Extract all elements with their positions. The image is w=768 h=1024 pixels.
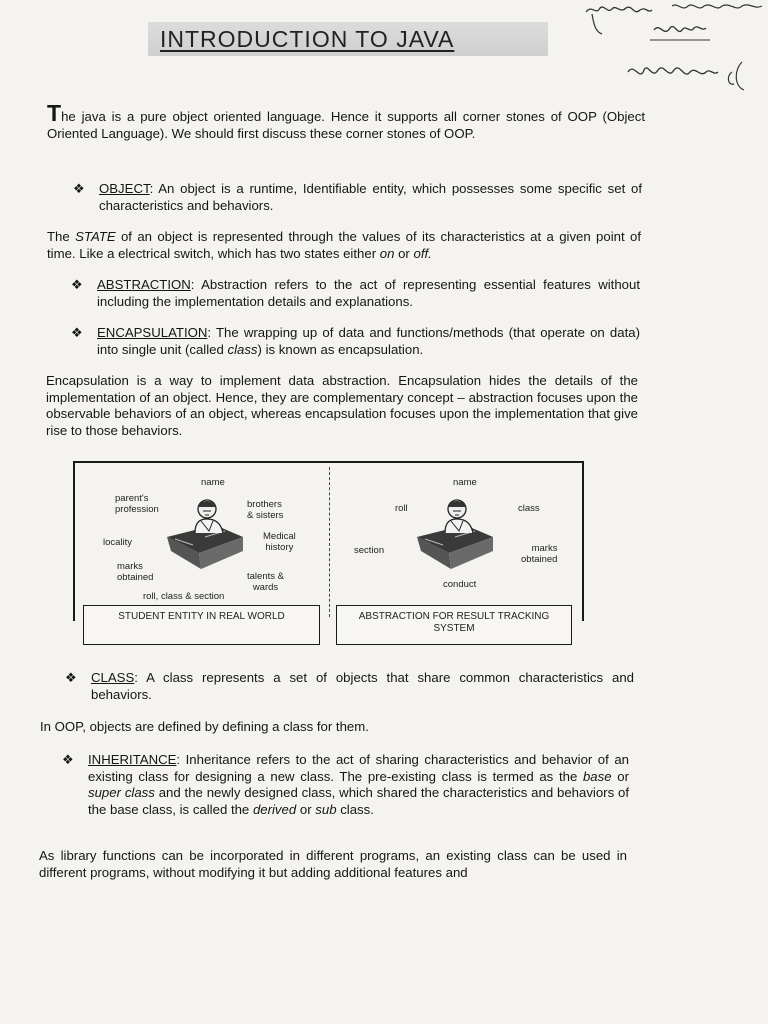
document-title	[148, 22, 548, 56]
state-word: STATE	[75, 229, 116, 244]
state-text-2: of an object is represented through the values of its characteristics at a given point of time. Like a electrical switch, which has two states either	[47, 229, 642, 261]
abstraction-text: : Abstraction refers to the act of representing essential features without including the implementation details and explanations.	[97, 277, 640, 309]
label-section: section	[354, 545, 385, 556]
entity-abstraction-diagram	[73, 461, 584, 621]
inheritance-base: base	[582, 768, 612, 784]
diagram-divider	[329, 467, 330, 617]
label-locality: locality	[103, 537, 133, 548]
label-parents-profession: parent's profession	[115, 493, 159, 515]
student-desk-figure	[165, 497, 245, 575]
label-roll: roll	[395, 503, 408, 514]
inheritance-text-3: class.	[336, 801, 374, 817]
label-medical-history: Medical history	[263, 531, 296, 553]
handwritten-note	[582, 0, 768, 100]
class-bullet	[65, 670, 634, 703]
intro-dropcap: T	[47, 100, 62, 126]
label-class: class	[518, 503, 540, 514]
inheritance-sub: sub	[315, 801, 337, 817]
oop-line: In OOP, objects are defined by defining a class for them.	[40, 719, 369, 734]
caption-abstraction: ABSTRACTION FOR RESULT TRACKING SYSTEM	[336, 605, 572, 645]
state-on: on	[379, 245, 395, 261]
label-marks-obtained-right: marks obtained	[521, 543, 558, 565]
inheritance-text-1: : Inheritance refers to the act of sharing characteristics and behavior of an existing class for designing a new class. The pre-existing class is termed as the	[88, 752, 629, 784]
inheritance-bullet	[62, 752, 629, 818]
label-brothers-sisters: brothers & sisters	[247, 499, 284, 521]
intro-text: he java is a pure object oriented language. Hence it supports all corner stones of OOP (Object Oriented Language). We should first discuss these corner stones of OOP.	[47, 109, 645, 141]
inheritance-text-2: and the newly designed class, which shared the characteristics and behaviors of the base class, is called the	[88, 785, 629, 817]
encapsulation-paragraph: Encapsulation is a way to implement data abstraction. Encapsulation hides the details of the implementation of an object. Hence, they are complementary concept – abstraction focuses upon the observable behaviors of an object, whereas encapsulation focuses upon the implementation that give rise to those behaviors.	[46, 373, 638, 438]
class-text: : A class represents a set of objects that share common characteristics and behaviors.	[91, 670, 634, 702]
label-name-right: name	[453, 477, 477, 488]
encapsulation-text-1: : The wrapping up of data and functions/methods (that operate on data) into single unit (called	[97, 325, 640, 357]
inheritance-or-2: or	[296, 801, 316, 817]
encapsulation-bullet	[71, 325, 640, 358]
caption-real-world: STUDENT ENTITY IN REAL WORLD	[83, 605, 320, 645]
encapsulation-text-2: ) is known as encapsulation.	[257, 341, 424, 357]
class-term: CLASS	[91, 670, 135, 685]
diamond-bullet-icon: ❖	[73, 181, 85, 196]
diamond-bullet-icon: ❖	[71, 277, 83, 292]
object-term: OBJECT	[99, 181, 150, 196]
diamond-bullet-icon: ❖	[71, 325, 83, 340]
diamond-bullet-icon: ❖	[62, 752, 74, 767]
encapsulation-term: ENCAPSULATION	[97, 325, 208, 340]
inheritance-derived: derived	[252, 801, 297, 817]
state-or: or	[394, 245, 414, 261]
student-desk-figure-abstract	[415, 497, 495, 575]
label-roll-class-section: roll, class & section	[143, 591, 225, 602]
label-name-left: name	[201, 477, 225, 488]
state-paragraph	[47, 229, 641, 262]
abstraction-bullet	[71, 277, 640, 310]
inheritance-term: INHERITANCE	[88, 752, 177, 767]
object-text: : An object is a runtime, Identifiable entity, which possesses some specific set of characteristics and behaviors.	[99, 181, 642, 213]
label-talents-wards: talents & wards	[247, 571, 284, 593]
state-off: off.	[413, 245, 432, 261]
inheritance-or-1: or	[611, 768, 629, 784]
label-conduct: conduct	[443, 579, 477, 590]
library-paragraph: As library functions can be incorporated in different programs, an existing class can be used in different programs, without modifying it but adding additional features and	[39, 848, 627, 880]
object-bullet	[73, 181, 642, 214]
intro-paragraph	[47, 100, 645, 142]
abstraction-term: ABSTRACTION	[97, 277, 191, 292]
state-text-1: The	[47, 229, 76, 244]
label-marks-obtained-left: marks obtained	[117, 561, 154, 583]
inheritance-super: super class	[88, 785, 155, 800]
diamond-bullet-icon: ❖	[65, 670, 77, 685]
title-text: INTRODUCTION TO JAVA	[160, 26, 455, 52]
encapsulation-class-word: class	[227, 341, 258, 357]
